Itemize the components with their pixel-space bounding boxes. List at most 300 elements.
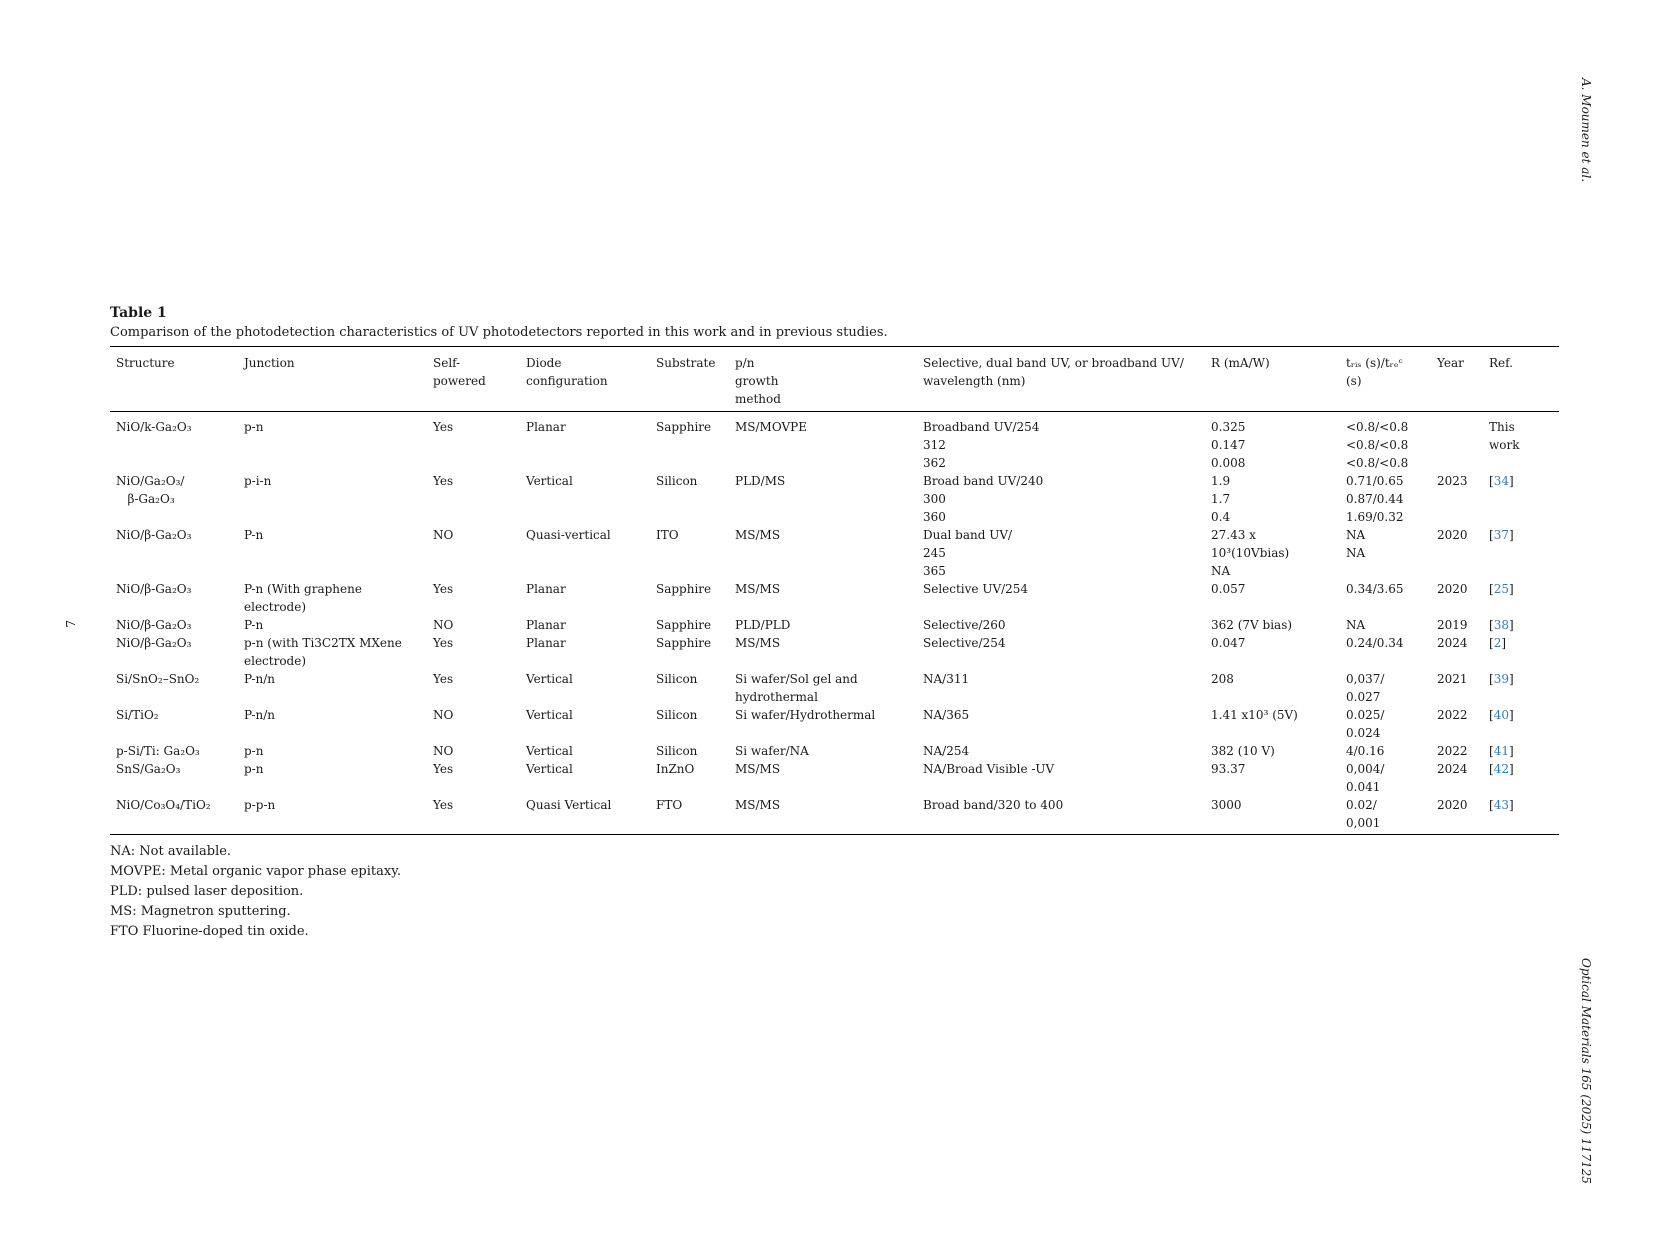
cell-text: 0.027 [1346, 690, 1381, 704]
cell-text: Yes [433, 798, 454, 812]
cell-text: 1.7 [1211, 492, 1231, 506]
cell-diode [520, 472, 650, 526]
cell-text: 0.025/ [1346, 708, 1385, 722]
citation-ref: [25] [1489, 582, 1514, 596]
citation-link[interactable]: 39 [1493, 672, 1509, 686]
citation-ref: [2] [1489, 636, 1507, 650]
cell-text: 362 (7V bias) [1211, 618, 1293, 632]
cell-ref [1483, 472, 1559, 526]
cell-structure [110, 526, 238, 580]
cell-growth [729, 526, 917, 580]
cell-substrate [650, 670, 729, 706]
cell-structure [110, 796, 238, 835]
cell-structure [110, 670, 238, 706]
cell-ref [1483, 670, 1559, 706]
cell-text: 382 (10 V) [1211, 744, 1275, 758]
cell-self-powered [427, 670, 520, 706]
header-text: wavelength (nm) [923, 374, 1026, 388]
cell-text: P-n [244, 528, 264, 542]
cell-band [917, 580, 1205, 616]
cell-substrate [650, 616, 729, 634]
cell-growth [729, 760, 917, 796]
citation-link[interactable]: 43 [1493, 798, 1509, 812]
cell-self-powered [427, 580, 520, 616]
header-text: Ref. [1489, 356, 1513, 370]
cell-responsivity [1205, 580, 1340, 616]
col-rise-recovery-time-header [1340, 347, 1431, 412]
cell-growth [729, 742, 917, 760]
cell-growth [729, 580, 917, 616]
cell-times [1340, 616, 1431, 634]
cell-times [1340, 706, 1431, 742]
cell-text: P-n/n [244, 672, 275, 686]
cell-diode [520, 760, 650, 796]
cell-responsivity [1205, 634, 1340, 670]
cell-substrate [650, 706, 729, 742]
table-notes [110, 842, 1559, 942]
cell-band [917, 616, 1205, 634]
cell-text: 208 [1211, 672, 1234, 686]
cell-growth [729, 670, 917, 706]
cell-text: NO [433, 618, 454, 632]
header-text: Year [1437, 356, 1464, 370]
cell-text: 0.041 [1346, 780, 1381, 794]
cell-text: P-n [244, 618, 264, 632]
cell-text: Planar [526, 420, 566, 434]
table-row [110, 580, 1559, 616]
cell-text: MS/MS [735, 528, 781, 542]
cell-text: Quasi-vertical [526, 528, 611, 542]
cell-text: MS/MS [735, 582, 781, 596]
cell-growth [729, 472, 917, 526]
citation-ref: [37] [1489, 528, 1514, 542]
cell-text: NiO/Co₃O₄/TiO₂ [116, 798, 211, 812]
cell-text: Yes [433, 672, 454, 686]
table-row [110, 412, 1559, 473]
cell-self-powered [427, 742, 520, 760]
cell-text: NA [1346, 618, 1366, 632]
cell-text: Selective/260 [923, 618, 1006, 632]
cell-responsivity [1205, 412, 1340, 473]
cell-text: 4/0.16 [1346, 744, 1385, 758]
table-header-row [110, 347, 1559, 412]
cell-growth [729, 412, 917, 473]
cell-self-powered [427, 412, 520, 473]
col-band-wavelength-header [917, 347, 1205, 412]
cell-ref [1483, 742, 1559, 760]
cell-text: Vertical [526, 762, 573, 776]
cell-text: electrode) [244, 600, 307, 614]
cell-text: P-n (With graphene [244, 582, 362, 596]
header-text: Junction [244, 356, 295, 370]
cell-substrate [650, 472, 729, 526]
cell-times [1340, 526, 1431, 580]
cell-times [1340, 796, 1431, 835]
table-row [110, 526, 1559, 580]
cell-text: Vertical [526, 744, 573, 758]
table-section [110, 305, 1559, 942]
citation-link[interactable]: 37 [1493, 528, 1509, 542]
cell-text: MS/MOVPE [735, 420, 807, 434]
cell-text: p-Si/Ti: Ga₂O₃ [116, 744, 200, 758]
cell-text: Yes [433, 762, 454, 776]
cell-text: Broad band UV/240 [923, 474, 1044, 488]
cell-band [917, 760, 1205, 796]
cell-responsivity [1205, 670, 1340, 706]
cell-text: Si wafer/NA [735, 744, 809, 758]
cell-text: electrode) [244, 654, 307, 668]
citation-ref: [40] [1489, 708, 1514, 722]
citation-link[interactable]: 41 [1493, 744, 1509, 758]
cell-text: NiO/Ga₂O₃/ [116, 474, 185, 488]
table-note: FTO Fluorine-doped tin oxide. [110, 924, 309, 939]
cell-text: Vertical [526, 708, 573, 722]
cell-band [917, 796, 1205, 835]
cell-text: p-n [244, 744, 264, 758]
cell-text: Si wafer/Sol gel and [735, 672, 858, 686]
cell-text: Silicon [656, 744, 698, 758]
cell-text: 10³(10Vbias) [1211, 546, 1290, 560]
cell-diode [520, 796, 650, 835]
cell-junction [238, 580, 427, 616]
cell-year [1431, 412, 1483, 473]
table-row [110, 616, 1559, 634]
cell-text: NA [1346, 546, 1366, 560]
table-row [110, 706, 1559, 742]
col-year-header [1431, 347, 1483, 412]
table-row [110, 742, 1559, 760]
page-number: 7 [64, 620, 78, 628]
cell-text: 360 [923, 510, 946, 524]
cell-responsivity [1205, 616, 1340, 634]
col-responsivity-header [1205, 347, 1340, 412]
cell-self-powered [427, 616, 520, 634]
cell-responsivity [1205, 472, 1340, 526]
cell-year [1431, 526, 1483, 580]
cell-text: Yes [433, 582, 454, 596]
cell-diode [520, 580, 650, 616]
cell-diode [520, 412, 650, 473]
cell-text: Planar [526, 636, 566, 650]
cell-text: 2021 [1437, 672, 1468, 686]
cell-text: Sapphire [656, 618, 712, 632]
cell-text: Planar [526, 582, 566, 596]
header-text: R (mA/W) [1211, 356, 1270, 370]
cell-text: NO [433, 528, 454, 542]
cell-text: This [1489, 420, 1515, 434]
cell-text: InZnO [656, 762, 695, 776]
cell-substrate [650, 412, 729, 473]
cell-text: p-n (with Ti3C2TX MXene [244, 636, 402, 650]
cell-junction [238, 760, 427, 796]
col-substrate-header [650, 347, 729, 412]
cell-band [917, 472, 1205, 526]
col-self-powered-header [427, 347, 520, 412]
cell-text: 0.71/0.65 [1346, 474, 1404, 488]
cell-text: 2019 [1437, 618, 1468, 632]
running-header-author: A. Moumen et al. [1579, 78, 1593, 183]
cell-junction [238, 670, 427, 706]
cell-text: MS/MS [735, 636, 781, 650]
cell-text: 0.02/ [1346, 798, 1377, 812]
cell-text: p-i-n [244, 474, 272, 488]
cell-text: NA [1211, 564, 1231, 578]
cell-text: 0.057 [1211, 582, 1246, 596]
cell-text: 0.24/0.34 [1346, 636, 1404, 650]
cell-substrate [650, 796, 729, 835]
table-row [110, 670, 1559, 706]
cell-text: p-p-n [244, 798, 276, 812]
cell-text: NiO/k-Ga₂O₃ [116, 420, 192, 434]
cell-diode [520, 634, 650, 670]
citation-link[interactable]: 40 [1493, 708, 1509, 722]
cell-ref [1483, 796, 1559, 835]
cell-self-powered [427, 526, 520, 580]
table-label: Table 1 [110, 305, 167, 321]
cell-year [1431, 580, 1483, 616]
cell-text: 362 [923, 456, 946, 470]
cell-text: 2020 [1437, 798, 1468, 812]
cell-band [917, 706, 1205, 742]
cell-text: 2022 [1437, 744, 1468, 758]
cell-junction [238, 706, 427, 742]
citation-link[interactable]: 34 [1493, 474, 1509, 488]
header-text: p/n [735, 356, 755, 370]
cell-text: <0.8/<0.8 [1346, 456, 1409, 470]
cell-text: 2020 [1437, 582, 1468, 596]
cell-text: Yes [433, 636, 454, 650]
cell-text: Vertical [526, 672, 573, 686]
cell-text: Quasi Vertical [526, 798, 612, 812]
cell-substrate [650, 742, 729, 760]
citation-ref: [41] [1489, 744, 1514, 758]
table-body [110, 412, 1559, 835]
cell-year [1431, 706, 1483, 742]
header-text: powered [433, 374, 486, 388]
cell-text: Broadband UV/254 [923, 420, 1040, 434]
cell-structure [110, 616, 238, 634]
cell-text: NA/365 [923, 708, 970, 722]
cell-text: 2020 [1437, 528, 1468, 542]
cell-junction [238, 796, 427, 835]
cell-text: Selective/254 [923, 636, 1006, 650]
cell-text: NA/311 [923, 672, 970, 686]
cell-text: Silicon [656, 708, 698, 722]
cell-structure [110, 472, 238, 526]
cell-text: Vertical [526, 474, 573, 488]
citation-link[interactable]: 38 [1493, 618, 1509, 632]
cell-year [1431, 634, 1483, 670]
table-row [110, 634, 1559, 670]
cell-structure [110, 742, 238, 760]
header-text: Structure [116, 356, 175, 370]
citation-ref: [43] [1489, 798, 1514, 812]
cell-year [1431, 796, 1483, 835]
cell-self-powered [427, 796, 520, 835]
cell-responsivity [1205, 706, 1340, 742]
cell-diode [520, 670, 650, 706]
cell-ref [1483, 412, 1559, 473]
cell-responsivity [1205, 526, 1340, 580]
cell-text: NiO/β-Ga₂O₃ [116, 636, 192, 650]
table-row [110, 472, 1559, 526]
cell-times [1340, 580, 1431, 616]
cell-responsivity [1205, 742, 1340, 760]
cell-structure [110, 580, 238, 616]
cell-self-powered [427, 760, 520, 796]
cell-text: NiO/β-Ga₂O₃ [116, 618, 192, 632]
cell-text: work [1489, 438, 1520, 452]
cell-structure [110, 760, 238, 796]
cell-text: Si/TiO₂ [116, 708, 159, 722]
citation-link[interactable]: 42 [1493, 762, 1509, 776]
cell-ref [1483, 760, 1559, 796]
header-text: growth [735, 374, 779, 388]
cell-text: 1.69/0.32 [1346, 510, 1404, 524]
cell-junction [238, 526, 427, 580]
header-text: method [735, 392, 781, 406]
cell-ref [1483, 616, 1559, 634]
cell-diode [520, 616, 650, 634]
cell-ref [1483, 580, 1559, 616]
cell-text: 312 [923, 438, 946, 452]
table-note: MS: Magnetron sputtering. [110, 904, 291, 919]
cell-text: 2024 [1437, 636, 1468, 650]
cell-text: 245 [923, 546, 946, 560]
cell-ref [1483, 706, 1559, 742]
col-growth-method-header [729, 347, 917, 412]
cell-text: 0.008 [1211, 456, 1246, 470]
comparison-table [110, 346, 1559, 835]
cell-text: β-Ga₂O₃ [116, 492, 175, 506]
cell-text: Sapphire [656, 420, 712, 434]
cell-substrate [650, 526, 729, 580]
cell-text: P-n/n [244, 708, 275, 722]
header-text: Substrate [656, 356, 716, 370]
citation-link[interactable]: 2 [1493, 636, 1502, 650]
cell-text: Sapphire [656, 582, 712, 596]
cell-band [917, 412, 1205, 473]
cell-text: 2024 [1437, 762, 1468, 776]
col-structure-header [110, 347, 238, 412]
cell-diode [520, 526, 650, 580]
cell-year [1431, 670, 1483, 706]
cell-substrate [650, 580, 729, 616]
cell-times [1340, 634, 1431, 670]
cell-text: hydrothermal [735, 690, 818, 704]
citation-ref: [39] [1489, 672, 1514, 686]
cell-text: NA/254 [923, 744, 970, 758]
col-junction-header [238, 347, 427, 412]
col-diode-configuration-header [520, 347, 650, 412]
cell-responsivity [1205, 796, 1340, 835]
table-row [110, 796, 1559, 835]
header-text: Selective, dual band UV, or broadband UV/ [923, 356, 1184, 370]
running-footer-journal: Optical Materials 165 (2025) 117125 [1579, 958, 1593, 1184]
cell-text: p-n [244, 420, 264, 434]
cell-text: 93.37 [1211, 762, 1246, 776]
cell-diode [520, 742, 650, 760]
table-note: NA: Not available. [110, 844, 232, 859]
cell-text: 0.87/0.44 [1346, 492, 1404, 506]
cell-text: ITO [656, 528, 679, 542]
header-text: Self- [433, 356, 461, 370]
cell-text: 0,004/ [1346, 762, 1385, 776]
cell-text: 1.41 x10³ (5V) [1211, 708, 1298, 722]
cell-text: PLD/MS [735, 474, 786, 488]
cell-self-powered [427, 472, 520, 526]
cell-text: 0.34/3.65 [1346, 582, 1404, 596]
table-note: MOVPE: Metal organic vapor phase epitaxy. [110, 864, 401, 879]
cell-times [1340, 670, 1431, 706]
cell-text: p-n [244, 762, 264, 776]
cell-text: 365 [923, 564, 946, 578]
cell-self-powered [427, 634, 520, 670]
citation-ref: [38] [1489, 618, 1514, 632]
citation-ref: [34] [1489, 474, 1514, 488]
cell-text: Broad band/320 to 400 [923, 798, 1064, 812]
cell-text: Silicon [656, 672, 698, 686]
cell-text: Yes [433, 420, 454, 434]
cell-text: 0.024 [1346, 726, 1381, 740]
cell-text: Si/SnO₂–SnO₂ [116, 672, 200, 686]
citation-link[interactable]: 25 [1493, 582, 1509, 596]
cell-year [1431, 760, 1483, 796]
cell-text: Dual band UV/ [923, 528, 1013, 542]
cell-ref [1483, 634, 1559, 670]
cell-text: FTO [656, 798, 683, 812]
cell-text: NiO/β-Ga₂O₃ [116, 582, 192, 596]
cell-text: NiO/β-Ga₂O₃ [116, 528, 192, 542]
cell-band [917, 742, 1205, 760]
cell-junction [238, 634, 427, 670]
cell-text: Yes [433, 474, 454, 488]
cell-text: 2022 [1437, 708, 1468, 722]
cell-text: NA [1346, 528, 1366, 542]
cell-structure [110, 706, 238, 742]
cell-text: 2023 [1437, 474, 1468, 488]
cell-text: MS/MS [735, 762, 781, 776]
cell-junction [238, 742, 427, 760]
cell-substrate [650, 760, 729, 796]
cell-times [1340, 760, 1431, 796]
cell-diode [520, 706, 650, 742]
cell-text: Silicon [656, 474, 698, 488]
cell-self-powered [427, 706, 520, 742]
cell-text: NO [433, 708, 454, 722]
cell-band [917, 670, 1205, 706]
cell-text: SnS/Ga₂O₃ [116, 762, 181, 776]
cell-text: 0.147 [1211, 438, 1246, 452]
cell-text: MS/MS [735, 798, 781, 812]
cell-growth [729, 616, 917, 634]
cell-text: Selective UV/254 [923, 582, 1029, 596]
cell-text: 0.047 [1211, 636, 1246, 650]
cell-substrate [650, 634, 729, 670]
cell-text: 27.43 x [1211, 528, 1256, 542]
header-text: (s) [1346, 374, 1362, 388]
cell-structure [110, 634, 238, 670]
cell-responsivity [1205, 760, 1340, 796]
cell-text: 1.9 [1211, 474, 1231, 488]
cell-text: Sapphire [656, 636, 712, 650]
header-text: Diode [526, 356, 562, 370]
table-row [110, 760, 1559, 796]
cell-text: Si wafer/Hydrothermal [735, 708, 876, 722]
header-text: tᵣᵢₛ (s)/tᵣₑᶜ [1346, 356, 1403, 370]
cell-growth [729, 796, 917, 835]
cell-text: NO [433, 744, 454, 758]
